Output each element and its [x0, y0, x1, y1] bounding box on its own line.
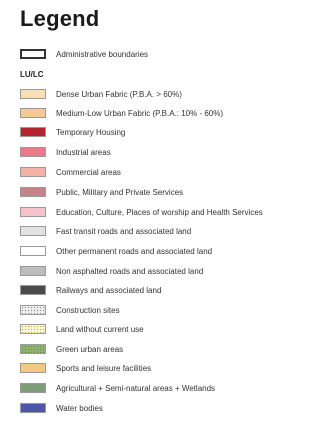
legend-title: Legend [20, 6, 100, 31]
legend-item-label: Fast transit roads and associated land [56, 226, 192, 236]
color-swatch [20, 127, 46, 137]
legend-item-fast-transit-roads [20, 225, 191, 237]
legend-item-label: Water bodies [56, 403, 103, 413]
color-swatch [20, 344, 46, 354]
legend-item-label: Construction sites [56, 305, 120, 315]
color-swatch [20, 363, 46, 373]
color-swatch [20, 108, 46, 118]
legend-item-label: Temporary Housing [56, 127, 126, 137]
legend-item-construction-sites [20, 304, 120, 316]
legend-item-label: Green urban areas [56, 344, 124, 354]
legend-item-other-permanent-roads [20, 245, 212, 257]
color-swatch [20, 246, 46, 256]
legend-item-label: Sports and leisure facilities [56, 363, 152, 373]
legend-item-land-without-current-use [20, 323, 144, 335]
legend-item-label: Public, Military and Private Services [56, 187, 184, 197]
legend-item-green-urban-areas [20, 343, 123, 355]
legend-item-label: Commercial areas [56, 167, 121, 177]
color-swatch [20, 403, 46, 413]
color-swatch [20, 305, 46, 315]
legend-item-label: Industrial areas [56, 147, 111, 157]
legend-item-water-bodies [20, 402, 103, 414]
color-swatch [20, 383, 46, 393]
legend-item-label: Medium-Low Urban Fabric (P.B.A.: 10% - 60%) [56, 108, 224, 118]
legend-item-public-military-private-services [20, 186, 183, 198]
legend-item-non-asphalted-roads [20, 265, 203, 277]
legend-item-label: Education, Culture, Places of worship and Health Services [56, 207, 263, 217]
color-swatch [20, 324, 46, 334]
color-swatch [20, 285, 46, 295]
color-swatch [20, 226, 46, 236]
legend-item-administrative-boundaries [20, 48, 148, 60]
legend-item-label: Administrative boundaries [56, 49, 149, 59]
legend-item-label: Non asphalted roads and associated land [56, 266, 204, 276]
legend-item-agricultural-seminatural-wetlands [20, 382, 215, 394]
legend-item-temporary-housing [20, 126, 125, 138]
admin-boundary-swatch [20, 49, 46, 59]
color-swatch [20, 266, 46, 276]
color-swatch [20, 187, 46, 197]
legend-item-label: Dense Urban Fabric (P.B.A. > 60%) [56, 89, 182, 99]
legend-item-industrial-areas [20, 146, 111, 158]
legend-item-label: Agricultural + Semi-natural areas + Wetlands [56, 383, 216, 393]
legend-item-label: Land without current use [56, 324, 144, 334]
legend-item-sports-leisure [20, 362, 151, 374]
legend-item-label: Railways and associated land [56, 285, 162, 295]
legend-item-education-culture-health [20, 206, 263, 218]
legend-item-commercial-areas [20, 166, 121, 178]
color-swatch [20, 147, 46, 157]
legend-item-medium-low-urban-fabric [20, 107, 223, 119]
legend-item-label: Other permanent roads and associated land [56, 246, 213, 256]
lulc-section-label: LU/LC [20, 70, 44, 79]
legend-item-railways [20, 284, 161, 296]
color-swatch [20, 167, 46, 177]
legend-item-dense-urban-fabric [20, 88, 182, 100]
color-swatch [20, 207, 46, 217]
color-swatch [20, 89, 46, 99]
